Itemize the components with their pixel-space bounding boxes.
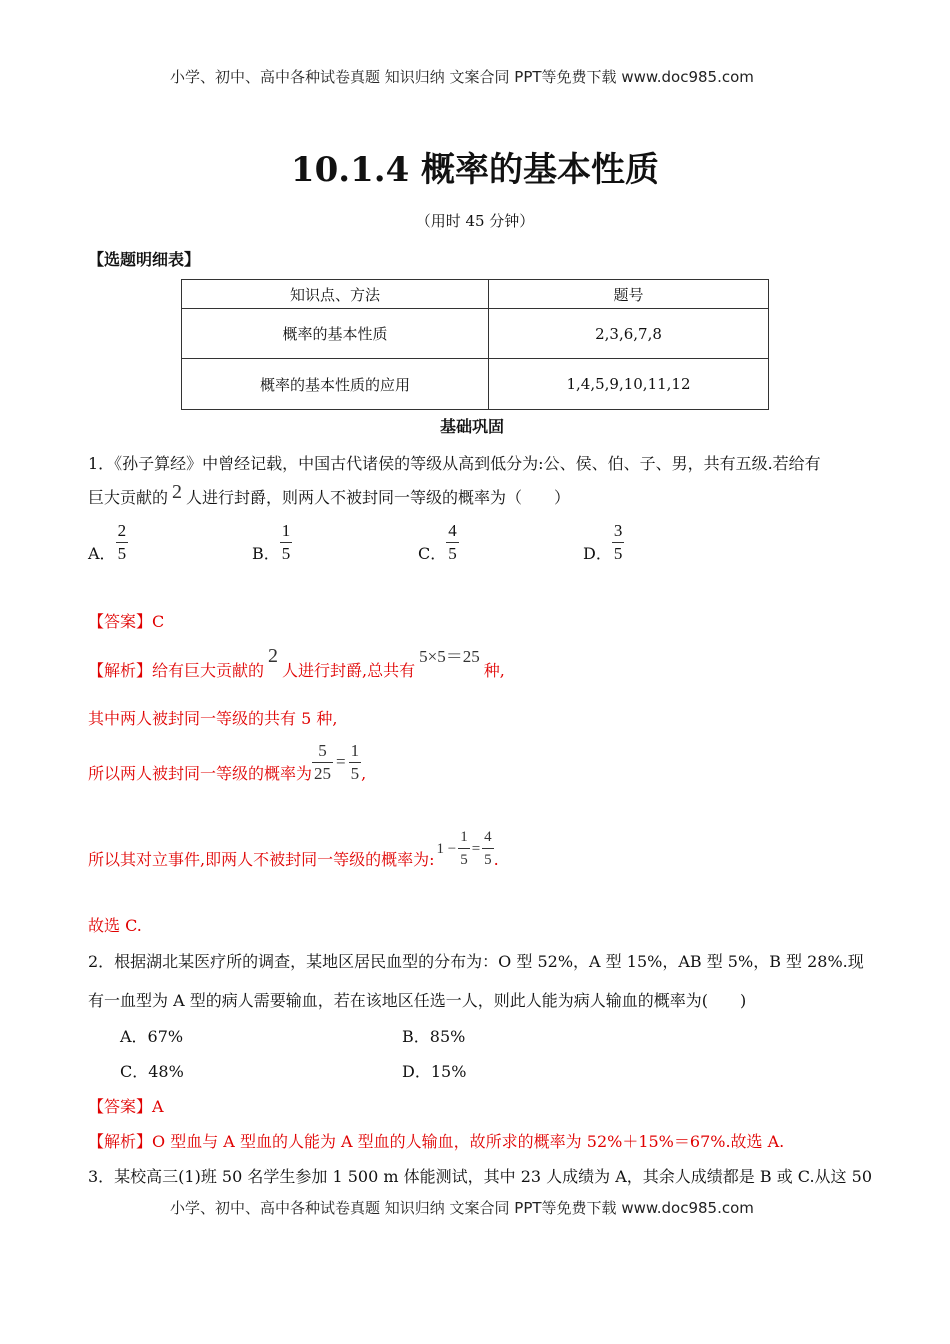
q2-option-c: C．48% <box>120 1062 184 1081</box>
table-row <box>182 309 769 359</box>
q2-option-a: A．67% <box>120 1027 184 1046</box>
q1-answer: 【答案】C <box>88 612 165 631</box>
q2-option-b: B．85% <box>402 1027 466 1046</box>
q1-explanation-line2: 其中两人被封同一等级的共有 5 种, <box>88 709 338 728</box>
table-cell-topic: 概率的基本性质的应用 <box>182 359 489 410</box>
q2-explanation: 【解析】O 型血与 A 型血的人能为 A 型血的人输血，故所求的概率为 52%＋15%＝67%.故选 A. <box>88 1132 785 1151</box>
table-cell-number: 1,4,5,9,10,11,12 <box>489 359 769 410</box>
table-header-number: 题号 <box>489 280 769 309</box>
q1-option-d: D． $\frac{3}{5}$ <box>583 521 623 563</box>
q2-stem-line2: 有一血型为 A 型的病人需要输血，若在该地区任选一人，则此人能为病人输血的概率为( ) <box>88 991 747 1010</box>
table-header-row <box>182 280 769 309</box>
q1-explanation-line4: 所以其对立事件,即两人不被封同一等级的概率为:1 − $\frac{1}{5}$ = $\frac{4}{5}$ . <box>88 826 499 871</box>
q1-explanation-line3: 所以两人被封同一等级的概率为 $\frac{5}{25}$ = $\frac{1}{5}$ , <box>88 741 367 783</box>
table-row <box>182 359 769 410</box>
table-label: 【选题明细表】 <box>88 250 201 269</box>
fraction: $\frac{1}{5}$ <box>460 829 468 868</box>
fraction: $\frac{3}{5}$ <box>613 521 623 563</box>
time-note: （用时 45 分钟） <box>415 212 535 230</box>
q3-stem-line1: 3．某校高三(1)班 50 名学生参加 1 500 m 体能测试，其中 23 人成绩为 A，其余人成绩都是 B 或 C.从这 50 <box>88 1167 873 1186</box>
question-detail-table <box>181 279 769 410</box>
table-header-topic: 知识点、方法 <box>182 280 489 309</box>
q1-option-a: A． $\frac{2}{5}$ <box>88 521 127 563</box>
section-heading: 基础巩固 <box>440 417 505 436</box>
q1-stem-line2: 巨大贡献的 2 人进行封爵，则两人不被封同一等级的概率为（ ） <box>88 481 571 507</box>
fraction: $\frac{4}{5}$ <box>448 521 457 563</box>
q2-option-d: D．15% <box>402 1062 467 1081</box>
q1-explanation-line5: 故选 C. <box>88 916 142 935</box>
page-header: 小学、初中、高中各种试卷真题 知识归纳 文案合同 PPT等免费下载 www.doc985.com <box>170 68 754 86</box>
page-footer: 小学、初中、高中各种试卷真题 知识归纳 文案合同 PPT等免费下载 www.doc985.com <box>170 1199 754 1217</box>
page-title: 10.1.4 概率的基本性质 <box>290 150 660 190</box>
q2-stem-line1: 2．根据湖北某医疗所的调查，某地区居民血型的分布为：O 型 52%，A 型 15%，AB 型 5%，B 型 28%.现 <box>88 952 864 971</box>
q1-option-c: C． $\frac{4}{5}$ <box>418 521 457 563</box>
q1-stem-line1: 1．《孙子算经》中曾经记载，中国古代诸侯的等级从高到低分为:公、侯、伯、子、男，共有五级.若给有 <box>88 454 821 473</box>
fraction: $\frac{1}{5}$ <box>281 521 291 563</box>
fraction: $\frac{1}{5}$ <box>350 741 360 783</box>
q1-explanation-line1: 【解析】给有巨大贡献的2人进行封爵,总共有5×5＝25种, <box>88 645 505 680</box>
q2-answer: 【答案】A <box>88 1097 164 1116</box>
fraction: $\frac{4}{5}$ <box>484 829 492 868</box>
fraction: $\frac{2}{5}$ <box>117 521 127 563</box>
q1-option-b: B． $\frac{1}{5}$ <box>252 521 291 563</box>
fraction: $\frac{5}{25}$ <box>314 741 332 783</box>
table-cell-topic: 概率的基本性质 <box>182 309 489 359</box>
table-cell-number: 2,3,6,7,8 <box>489 309 769 359</box>
